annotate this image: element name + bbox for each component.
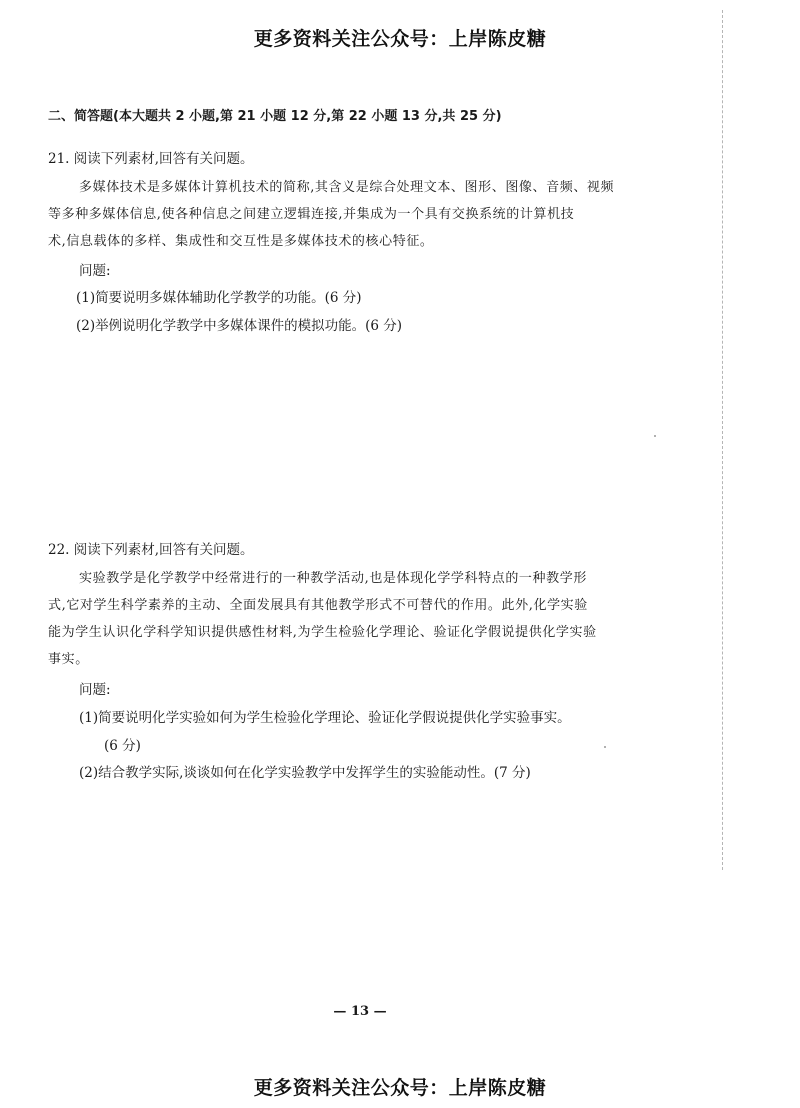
footer-banner: 更多资料关注公众号：上岸陈皮糖 [253, 1077, 547, 1099]
q22-question-2: (2)结合教学实际,谈谈如何在化学实验教学中发挥学生的实验能动性。(7 分) [79, 765, 531, 781]
q22-material-line-1: 实验教学是化学教学中经常进行的一种教学活动,也是体现化学学科特点的一种教学形 [79, 571, 587, 586]
q22-material-line-2: 式,它对学生科学素养的主动、全面发展具有其他教学形式不可替代的作用。此外,化学实验 [48, 598, 588, 613]
q21-question-2: (2)举例说明化学教学中多媒体课件的模拟功能。(6 分) [76, 318, 403, 334]
q21-question-1: (1)简要说明多媒体辅助化学教学的功能。(6 分) [76, 290, 362, 306]
q21-question-label: 问题: [79, 263, 111, 279]
q21-stem: 21. 阅读下列素材,回答有关问题。 [48, 151, 254, 167]
q22-material-line-4: 事实。 [48, 652, 89, 667]
q21-material-line-2: 等多种多媒体信息,使各种信息之间建立逻辑连接,并集成为一个具有交换系统的计算机技 [48, 207, 575, 222]
q22-question-label: 问题: [79, 682, 111, 698]
page-edge-mark [722, 10, 723, 870]
q22-stem: 22. 阅读下列素材,回答有关问题。 [48, 542, 254, 558]
q22-question-1: (1)简要说明化学实验如何为学生检验化学理论、验证化学假说提供化学实验事实。 [79, 710, 571, 726]
scan-speck [654, 435, 656, 437]
q22-material-line-3: 能为学生认识化学科学知识提供感性材料,为学生检验化学理论、验证化学假说提供化学实验 [48, 625, 597, 640]
q22-question-1-score: (6 分) [104, 738, 141, 754]
page-number: — 13 — [333, 1004, 387, 1019]
scan-speck [604, 746, 606, 748]
q21-material-line-3: 术,信息载体的多样、集成性和交互性是多媒体技术的核心特征。 [48, 234, 434, 249]
q21-material-line-1: 多媒体技术是多媒体计算机技术的简称,其含义是综合处理文本、图形、图像、音频、视频 [79, 180, 615, 195]
header-banner: 更多资料关注公众号：上岸陈皮糖 [253, 28, 547, 50]
section-title: 二、简答题(本大题共 2 小题,第 21 小题 12 分,第 22 小题 13 分,共 25 分) [48, 109, 502, 124]
